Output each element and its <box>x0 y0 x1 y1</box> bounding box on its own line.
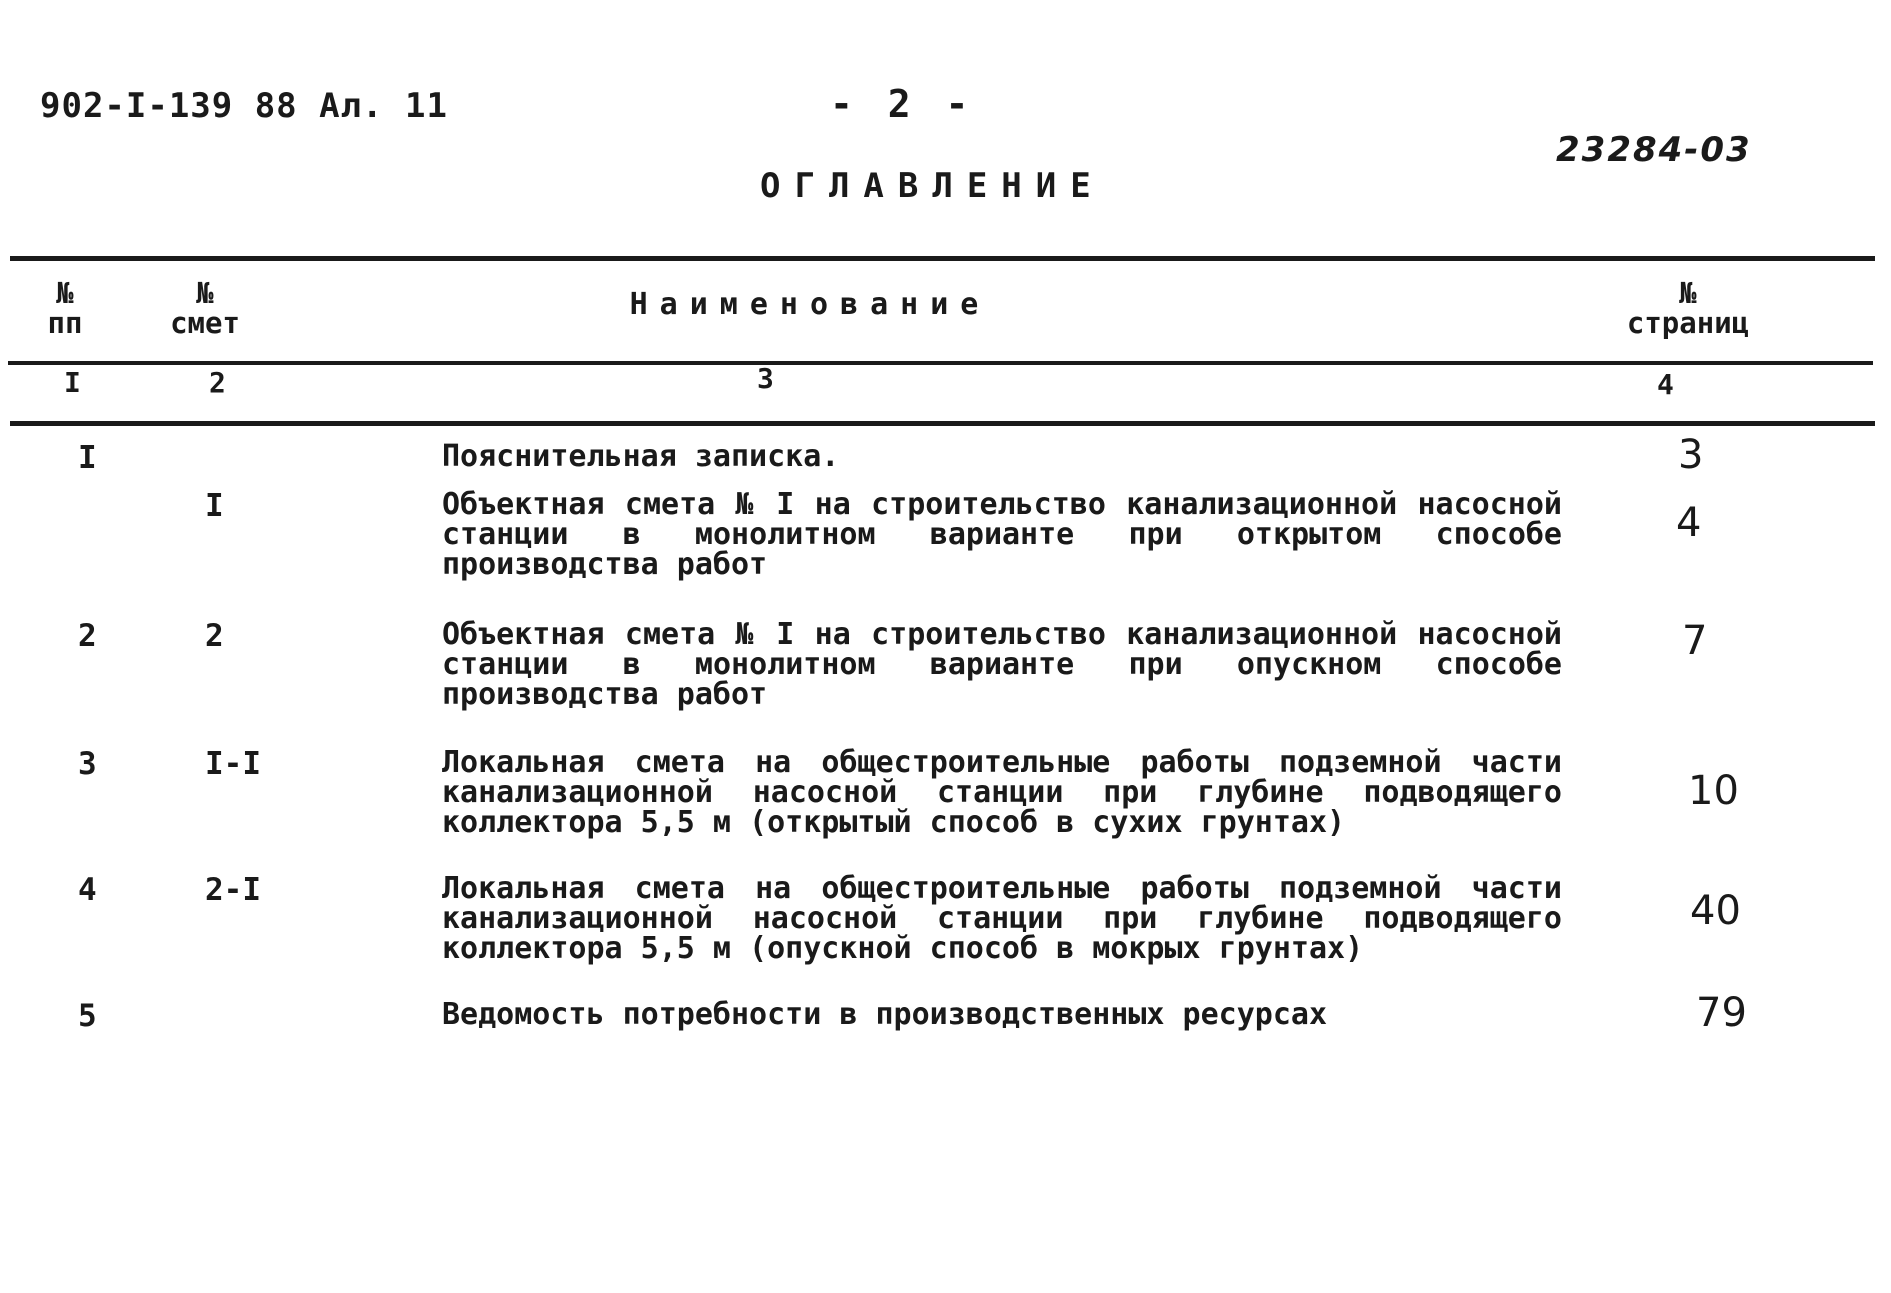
table-row-2-name: Объектная смета № I на строительство канализационной насосной станции в монолитном варианте при открытом способе производства работ <box>442 487 1562 582</box>
table-row-1-pp: I <box>78 440 97 476</box>
table-row-4-smeta: I-I <box>205 746 261 782</box>
registration-number: 23284-03 <box>1556 130 1752 170</box>
table-row-4-pp: 3 <box>78 746 97 782</box>
table-row-3-name: Объектная смета № I на строительство канализационной насосной станции в монолитном варианте при опускном способе производства работ <box>442 617 1562 712</box>
table-row-4-page: 10 <box>1688 768 1739 814</box>
table-row-1-name: Пояснительная записка. <box>442 439 840 474</box>
column-number-4: 4 <box>1657 368 1674 401</box>
column-header-name-line1: Наименование <box>629 287 991 322</box>
table-row-5-smeta: 2-I <box>205 872 261 908</box>
table-row-1-page: 3 <box>1678 432 1704 478</box>
table-row-4-name: Локальная смета на общестроительные работы подземной части канализационной насосной станции при глубине подводящего коллектора 5,5 м (открытый способ в сухих грунтах) <box>442 745 1562 840</box>
column-header-pages-line2: страниц <box>1626 306 1750 340</box>
column-number-1: I <box>64 366 81 399</box>
column-header-pp-line1: № <box>56 276 74 310</box>
column-header-name <box>560 287 1060 322</box>
document-code: 902-I-139 88 Ал. 11 <box>40 86 448 126</box>
table-row-3-smeta: 2 <box>205 618 224 654</box>
column-header-smeta-line2: смет <box>170 306 240 340</box>
table-row-5-page: 40 <box>1690 888 1741 934</box>
column-header-smeta <box>150 278 260 338</box>
column-number-3: 3 <box>757 362 774 395</box>
column-number-2: 2 <box>209 366 226 399</box>
table-row-6-page: 79 <box>1696 990 1747 1036</box>
table-row-3-page: 7 <box>1682 618 1708 664</box>
table-row-6-pp: 5 <box>78 998 97 1034</box>
table-numbering-rule <box>10 421 1875 426</box>
table-row-2-smeta: I <box>205 488 224 524</box>
document-title: ОГЛАВЛЕНИЕ <box>760 166 1105 206</box>
page-number: - 2 - <box>830 82 975 126</box>
table-row-6-name: Ведомость потребности в производственных ресурсах <box>442 997 1328 1032</box>
column-header-pages-line1: № <box>1679 276 1697 310</box>
table-header-rule <box>8 361 1873 365</box>
table-row-5-name: Локальная смета на общестроительные работы подземной части канализационной насосной станции при глубине подводящего коллектора 5,5 м (опускной способ в мокрых грунтах) <box>442 871 1562 966</box>
column-header-pp <box>40 278 90 338</box>
column-header-pp-line2: пп <box>47 306 83 340</box>
column-header-smeta-line1: № <box>196 276 214 310</box>
table-top-rule <box>10 256 1875 261</box>
column-header-pages <box>1608 278 1768 338</box>
table-row-2-page: 4 <box>1676 500 1702 546</box>
table-row-3-pp: 2 <box>78 618 97 654</box>
table-row-5-pp: 4 <box>78 872 97 908</box>
